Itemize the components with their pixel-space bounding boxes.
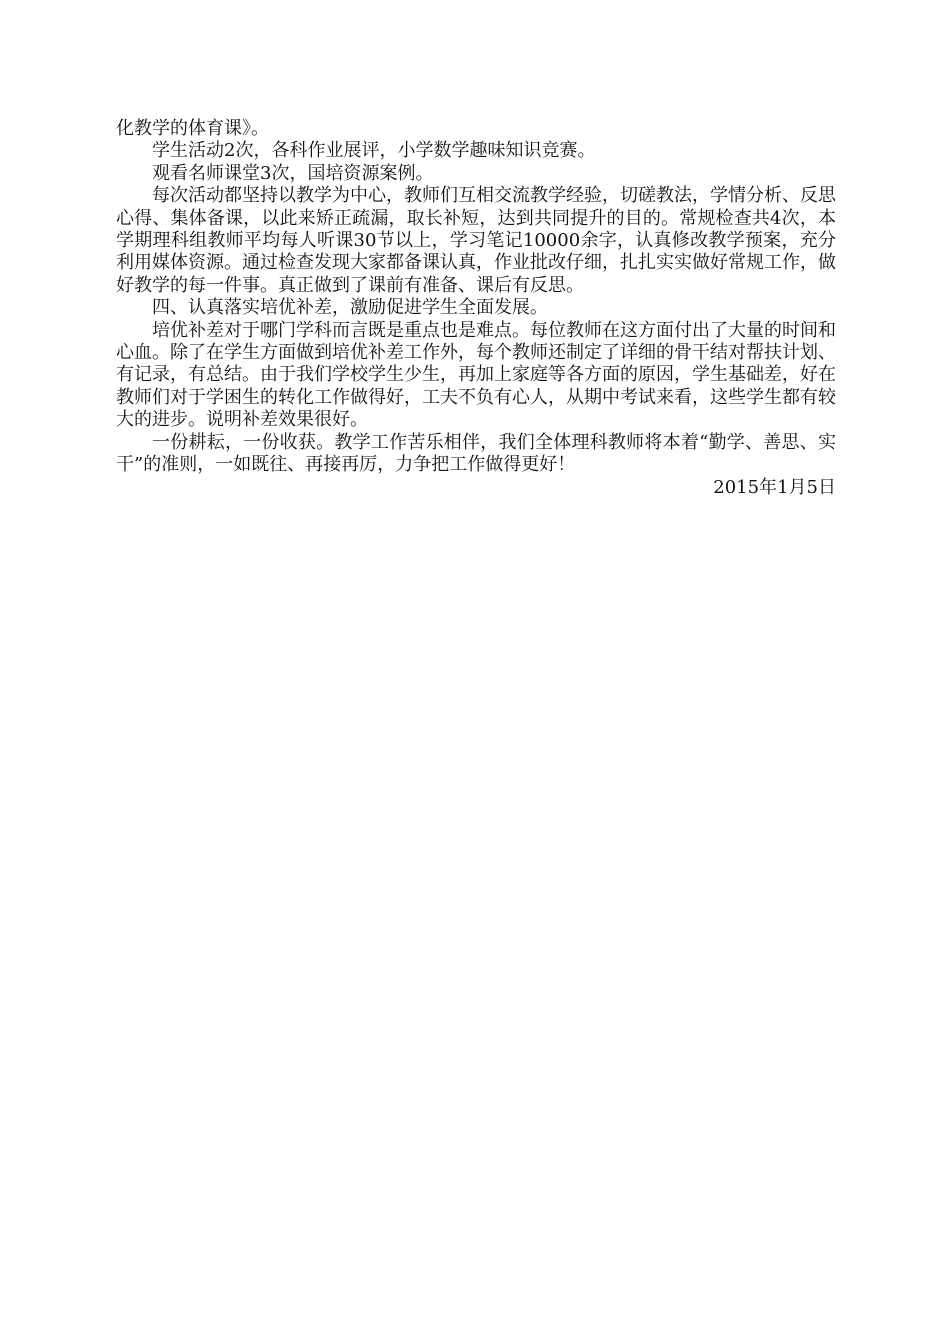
paragraph-teacher-observation: 观看名师课堂3次，国培资源案例。: [152, 162, 434, 184]
section-heading-four: 四、认真落实培优补差，激励促进学生全面发展。: [152, 297, 548, 319]
document-date: 2015年1月5日: [713, 476, 836, 498]
paragraph-student-activities: 学生活动2次，各科作业展评，小学数学趣味知识竞赛。: [152, 140, 596, 162]
paragraph-remedial-work: 培优补差对于哪门学科而言既是重点也是难点。每位教师在这方面付出了大量的时间和心血。除了在学生方面做到培优补差工作外，每个教师还制定了详细的骨干结对帮扶计划、有记录，有总结。由于我们学校学生少生，再加上家庭等各方面的原因，学生基础差，好在教师们对于学困生的转化工作做得好，工夫不负有心人，从期中考试来看，这些学生都有较大的进步。说明补差效果很好。: [116, 319, 836, 431]
document-page: [116, 118, 836, 499]
paragraph-conclusion: 一份耕耘，一份收获。教学工作苦乐相伴，我们全体理科教师将本着“勤学、善思、实干”的准则，一如既往、再接再厉，力争把工作做得更好！: [116, 431, 836, 476]
paragraph-teaching-activities: 每次活动都坚持以教学为中心，教师们互相交流教学经验，切磋教法，学情分析、反思心得、集体备课，以此来矫正疏漏，取长补短，达到共同提升的目的。常规检查共4次，本学期理科组教师平均每人听课30节以上，学习笔记10000余字，认真修改教学预案，充分利用媒体资源。通过检查发现大家都备课认真，作业批改仔细，扎扎实实做好常规工作，做好教学的每一件事。真正做到了课前有准备、课后有反思。: [116, 185, 836, 296]
paragraph-continuation: 化教学的体育课》。: [116, 118, 269, 139]
